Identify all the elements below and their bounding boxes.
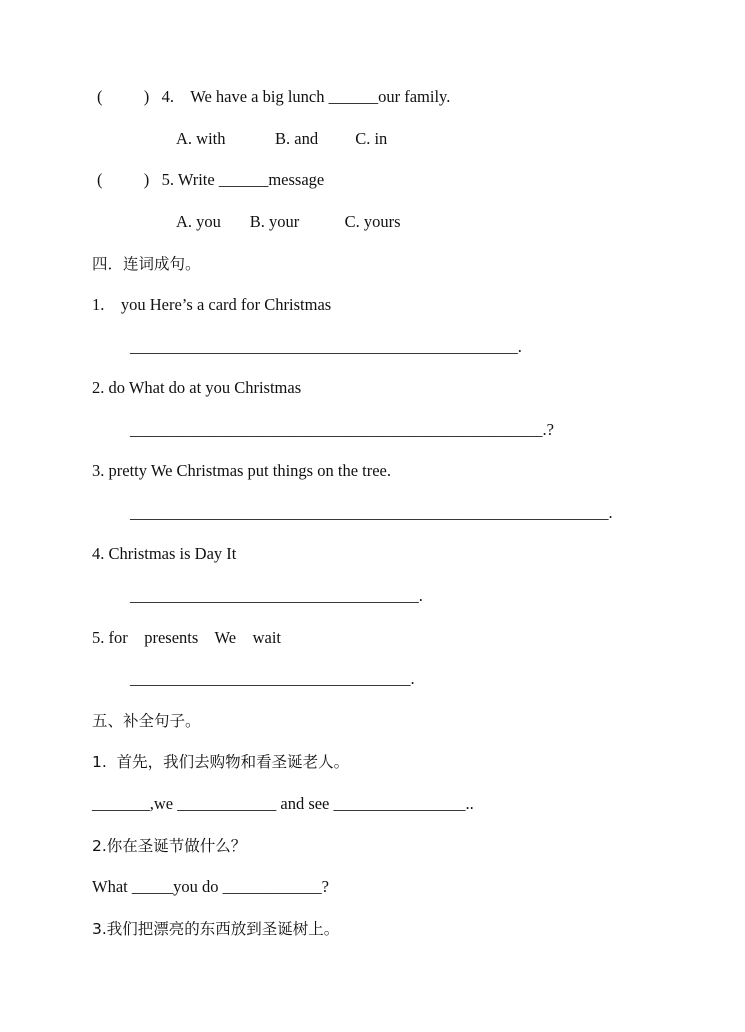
answer-blank-4: ___________________________________. xyxy=(130,586,423,605)
reorder-item-1: 1. you Here’s a card for Christmas xyxy=(92,295,332,314)
reorder-item-3: 3. pretty We Christmas put things on the tree. xyxy=(92,461,391,480)
reorder-item-5: 5. for presents We wait xyxy=(92,628,281,647)
answer-blank-5: __________________________________. xyxy=(130,669,415,688)
complete-item-2-blanks: What _____you do ____________? xyxy=(92,877,329,896)
complete-item-1-blanks: _______,we ____________ and see ________________.. xyxy=(92,794,474,813)
complete-item-3-prompt: 3.我们把漂亮的东西放到圣诞树上。 xyxy=(92,920,340,938)
question-5-line: ( ) 5. Write ______message xyxy=(97,170,325,189)
question-4-line: ( ) 4. We have a big lunch ______our family. xyxy=(97,87,451,106)
reorder-item-2: 2. do What do at you Christmas xyxy=(92,378,302,397)
answer-blank-3: __________________________________________________________. xyxy=(130,503,613,522)
answer-blank-2: __________________________________________________.? xyxy=(130,420,554,439)
complete-item-2-prompt: 2.你在圣诞节做什么？ xyxy=(92,837,247,855)
reorder-item-4: 4. Christmas is Day It xyxy=(92,544,237,563)
question-5-options: A. you B. your C. yours xyxy=(176,212,401,231)
answer-blank-1: _______________________________________________. xyxy=(130,337,522,356)
question-4-options: A. with B. and C. in xyxy=(176,129,388,148)
section-5-heading: 五、补全句子。 xyxy=(92,712,201,730)
section-4-heading: 四．连词成句。 xyxy=(92,255,201,273)
complete-item-1-prompt: 1. 首先，我们去购物和看圣诞老人。 xyxy=(92,753,350,771)
